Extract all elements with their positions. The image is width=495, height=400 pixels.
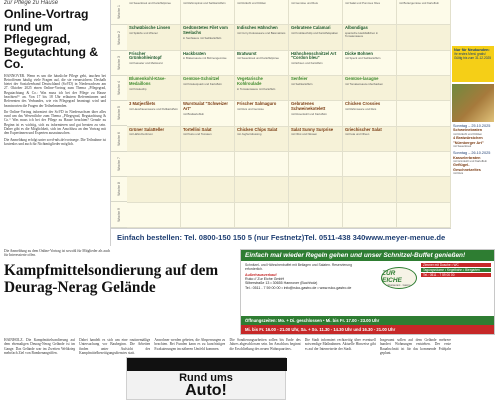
menu-cell <box>235 0 289 25</box>
menu-dish-desc: mit Sauerkraut und Kartoffelpüree <box>129 1 171 5</box>
article-column: Die Sondierungsarbeiten sollen bis Ende des Jahres abgeschlossen sein. Im Anschluss beginnt die Erschließung des neuen Wohnquartiers. <box>229 338 301 351</box>
menu-cell <box>397 101 451 126</box>
menu-cell <box>397 51 451 76</box>
menu-dish-desc: mit Hähnchenbrust <box>129 132 153 137</box>
week-label: Woche 7 <box>111 152 127 177</box>
logo-name: ZUR EICHE <box>382 269 402 284</box>
menu-dish: Hackbraten <box>183 50 206 56</box>
food-photo <box>452 84 494 122</box>
menu-dish-desc: mit Spätzle und Wiener <box>129 31 158 36</box>
menu-dish-desc: mit Curry-Kokossauce und Basmatireis <box>237 31 286 36</box>
article-body <box>4 74 106 147</box>
order-phone-2[interactable]: Tel. 0511-438 340 <box>304 233 366 242</box>
menu-dish-desc: mit Knoblauchdip und Kartoffelspalten <box>291 31 339 36</box>
menu-cell <box>343 177 397 202</box>
menu-cell <box>397 25 451 50</box>
menu-cell <box>127 101 181 126</box>
week-label: Woche 1 <box>111 0 127 25</box>
menu-cell <box>127 25 181 50</box>
menu-dish: Chicken Crossies <box>345 101 381 107</box>
hours-row: Mi. bis Fr. 16.00 - 21.00 Uhr, Sa. + So. 11.30 - 14.30 Uhr und 16.30 - 21.00 Uhr <box>241 325 494 334</box>
menu-cell <box>343 51 397 76</box>
menu-dish: Gedünstetes Filet vom Seelachs <box>183 25 228 36</box>
hours-row: Öffnungszeiten: Mo. + Di. geschlossen • Mi. bis Fr. 17.00 - 23.00 Uhr <box>241 316 494 325</box>
menu-cell <box>127 0 181 25</box>
menu-cell <box>235 25 289 50</box>
auto-ad-box <box>126 357 286 400</box>
photo-caption: Die Anmeldung zu dem Online-Vortrag ist sowohl für Mitglieder als auch für Interessierte offen. <box>4 249 111 258</box>
restaurant-logo <box>381 267 417 289</box>
menu-cell <box>289 203 343 228</box>
article-paragraph: Ihr Online-Vortrag informiert der SoVD in Niedersachsen über alles rund um das Wesentliche zum Thema „Pflegegrad, Begutachtung & Co.“ Was muss ich bei der Pflege zu Hause beachten? Gerade zu Beginn ist es wichtig, sich zu informieren und gut beraten zu sein. Daher gibt es die Möglichkeit, sich im Anschluss an den Vortrag mit den Expertinnen und Experten auszutauschen. <box>4 109 106 136</box>
opening-hours <box>241 316 494 334</box>
menu-cell <box>289 101 343 126</box>
week-label: Woche 3 <box>111 51 127 76</box>
menu-cell <box>181 25 235 50</box>
menu-cell <box>235 51 289 76</box>
article-column: Insgesamt sollen auf dem Gelände mehrere hundert Wohnungen entstehen. Der erste Bauabschnitt ist für das kommende Frühjahr geplant. <box>379 338 451 355</box>
menu-dish: Bratwurst <box>237 50 257 56</box>
menu-dish-desc: mit Erbsen und Kartoffeln <box>291 61 323 66</box>
menu-dish: Gebratenes Schweinekotelett <box>291 101 326 112</box>
special-dish: Kasselerbraten <box>453 155 481 160</box>
menu-dish-desc: mit Rahmspinat und Salzkartoffeln <box>183 1 226 5</box>
menu-dish-desc: mit Tomatensauce überbacken <box>345 81 384 86</box>
menu-cell <box>127 51 181 76</box>
menu-dish-desc: mit Joghurtdressing <box>237 132 262 137</box>
menu-cell <box>343 101 397 126</box>
menu-cell <box>235 101 289 126</box>
menu-cell <box>235 76 289 101</box>
menu-cell <box>397 152 451 177</box>
ad-header <box>241 250 494 261</box>
auto-ad-line1: Rund ums <box>179 372 233 384</box>
menu-dish: Tortellini Salat <box>183 126 212 132</box>
menu-cell <box>127 127 181 152</box>
feature-badge: Tagungsräume • Kegelbahn • Biergarten <box>421 268 491 272</box>
feature-badge: Tel.: 0511 - 7 59 00 00 <box>421 273 491 277</box>
menu-dish-desc: mit Salzkartoffeln <box>291 81 313 86</box>
auto-ad <box>0 340 495 400</box>
menu-cell <box>397 0 451 25</box>
order-bar <box>111 228 451 246</box>
menu-dish-desc: in Tomatensauce mit Kartoffeln <box>237 86 276 91</box>
article-kicker: zur Pflege zu Hause <box>4 0 59 6</box>
restaurant-ad <box>240 249 495 335</box>
menu-cell <box>181 0 235 25</box>
menu-dish: Gemüse-Schnitzel <box>183 76 220 81</box>
menu-cell <box>343 76 397 101</box>
menu-dish: Frischer Grünkohleintopf <box>129 50 162 61</box>
special-dish: 4 Bratwürstchen "Nürnberger Art" <box>453 136 484 145</box>
menu-cell <box>127 76 181 101</box>
menu-dish: Gebratene Calamari <box>291 25 331 31</box>
menu-cell <box>181 76 235 101</box>
menu-dish: Blumenkohl-Käse-Medaillons <box>129 76 166 86</box>
menu-cell <box>343 25 397 50</box>
menu-cell <box>181 203 235 228</box>
menu-cell <box>289 152 343 177</box>
logo-sub: Restaurant · Gastro <box>387 283 411 287</box>
address-line: Silberstraße 13 • 30655 Hannover (Buchholz) <box>245 281 318 286</box>
week-label-column <box>111 0 127 228</box>
article-pflege <box>0 0 108 246</box>
menu-cell <box>397 76 451 101</box>
menu-dish-desc: in Bratensauce mit Bohnengemüse <box>183 56 227 61</box>
article-column: Die Stadt informiert rechtzeitig über eventuell notwendige Maßnahmen. Aktuelle Hinweise gibt es auf der Internetseite der Stadt. <box>304 338 376 351</box>
menu-cell <box>343 0 397 25</box>
menu-dish: Dicke Bohnen <box>345 50 373 56</box>
menu-dish-desc: mit Feta und Oliven <box>345 132 370 137</box>
week-label: Woche 6 <box>111 126 127 151</box>
week-label: Woche 4 <box>111 76 127 101</box>
menu-cell <box>235 152 289 177</box>
menu-cell <box>181 101 235 126</box>
special-desc: mit Sauerkraut <box>453 143 472 148</box>
menu-cell <box>181 152 235 177</box>
menu-cell <box>289 0 343 25</box>
address-line[interactable]: Tel.: 0511 - 7 59 00 00 • info@ruko-gastro.de • www.ruko-gastro.de <box>245 285 352 290</box>
week-label: Woche 9 <box>111 202 127 227</box>
article-paragraph: Die Anmeldung erfolgt unter sovd-nds.de/vortraege. Die Teilnahme ist kostenlos und auch für Nichtmitglieder möglich. <box>4 137 106 146</box>
article-paragraph: HANNOVER. Wenn es um die häusliche Pflege geht, tauchen bei Betroffenen häufig viele Fragen auf, die sie verunsichern. Deshalb bietet der Sozialverband Deutschland (SoVD) in Niedersachsen am 27. Oktober 2025 einen Online-Vortrag zum Thema „Pflegegrad, Begutachtung & Co.: Was muss ich bei der Pflege zu Hause beachten?“ an. Von 17 bis 18 Uhr erläutern Referentinnen und Referenten des Verbandes, wie ein Pflegegrad beantragt wird und beantworten die Fragen der Teilnehmenden. <box>4 73 106 108</box>
auto-ad-banner <box>127 358 287 371</box>
menu-cell <box>181 177 235 202</box>
menu-dish: Grüner Salatteller <box>129 126 165 132</box>
order-phone[interactable]: Einfach bestellen: Tel. 0800-150 150 5 (nur Festnetz) <box>117 233 305 242</box>
week-label: Woche 2 <box>111 25 127 50</box>
menu-dish-desc: mit Salat und Pommes frites <box>345 1 380 5</box>
menu-dish-desc: mit Speck und Salzkartoffeln <box>345 56 381 61</box>
menu-dish-desc: spanische Hackbällchen in Tomatensauce <box>345 31 379 39</box>
menu-cell <box>289 177 343 202</box>
special-dish: Geflügel-Geschnetzeltes <box>453 163 481 172</box>
ad-body <box>241 261 494 303</box>
menu-cell <box>343 127 397 152</box>
sunday-specials <box>453 124 494 175</box>
menu-dish: Hähnchenschnitzel Art "Cordon bleu" <box>291 50 337 61</box>
new-customer-offer <box>452 46 494 82</box>
feature-badge: Zimmer mit Dusche • WC <box>421 263 491 267</box>
menu-dish: 3 Matjesfilets <box>129 101 156 107</box>
offer-title: Nur für Neukunden: <box>454 48 490 52</box>
menu-cell <box>289 76 343 101</box>
menu-table <box>110 0 450 246</box>
menu-cell <box>289 127 343 152</box>
menu-cell <box>343 152 397 177</box>
menu-dish: Wurstsalat "Schweizer Art" <box>183 101 228 112</box>
ad-features <box>421 263 491 278</box>
menu-cell <box>127 152 181 177</box>
article-column: Dabei handelt es sich um eine routinemäßige Untersuchung vor Baubeginn. Die Arbeiten finden unter Aufsicht des Kampfmittelbeseitigungsdienstes statt. <box>79 338 151 355</box>
week-label: Woche 5 <box>111 101 127 126</box>
menu-dish-desc: mit Kasseler und Mettwurst <box>129 61 163 66</box>
takeaway-label: Außerhausverkauf <box>245 273 277 277</box>
menu-grid <box>127 0 451 228</box>
menu-cell <box>397 203 451 228</box>
menu-dish-desc: mit Bratkartoffeln <box>183 111 205 116</box>
special-day: Sonntag – 26.10.2025 <box>453 151 491 156</box>
special-dish: Schweinebraten <box>453 128 483 133</box>
article-headline: Kampfmittelsondierung auf dem Deurag-Nerag Gelände <box>4 262 219 296</box>
menu-cell <box>235 127 289 152</box>
special-day: Sonntag – 25.10.2025 <box>453 124 491 128</box>
menu-cell <box>235 203 289 228</box>
menu-cell <box>397 127 451 152</box>
menu-dish-desc: mit Reis und Gemüse <box>237 107 264 112</box>
menu-cell <box>127 203 181 228</box>
menu-cell <box>181 127 235 152</box>
order-website-link[interactable]: www.meyer-menue.de <box>365 233 446 242</box>
menu-dish: Indisches Hähnchen <box>237 25 278 31</box>
menu-dish: Chicken Chips Salat <box>237 126 278 132</box>
menu-cell <box>289 25 343 50</box>
article-column: Anwohner werden gebeten, die Absperrungen zu beachten. Bei Funden kann es zu kurzfristigen Evakuierungen im näheren Umfeld kommen. <box>154 338 226 351</box>
ad-header-text: Einfach mal wieder Regeln gehen und unser Schnitzel-Buffet genießen! <box>245 252 466 259</box>
menu-dish-desc: mit Rosenkohl und Kartoffeln <box>291 111 327 116</box>
menu-cell <box>289 51 343 76</box>
menu-dish: Salat Sunny Surprise <box>291 126 334 132</box>
menu-cell <box>397 177 451 202</box>
article-column: HAINHOLZ. Die Kampfmittelsondierung auf dem ehemaligen Deurag-Nerag Gelände ist im Gange. Das Gelände war im Zweiten Weltkrieg mehrfach Ziel von Bombenangriffen. <box>4 338 76 355</box>
week-label: Woche 8 <box>111 177 127 202</box>
menu-dish-desc: mit Pesto und Tomaten <box>183 132 212 137</box>
menu-dish-desc: mit Obst und Nüssen <box>291 132 318 137</box>
menu-dish: Frischer Salmaguro <box>237 101 277 107</box>
menu-dish: Griechischer Salat <box>345 126 382 132</box>
ad-address <box>245 273 375 290</box>
menu-dish-desc: mit Rahmsauce und Reis <box>345 107 377 112</box>
ad-note: Schnitzel- und Hähnchenbuffet mit Beilagen und Salaten. Reservierung erforderlich. <box>245 263 352 271</box>
menu-dish: Albondigas <box>345 25 368 31</box>
menu-cell <box>127 177 181 202</box>
menu-cell <box>235 177 289 202</box>
menu-dish-desc: mit Sauerkraut und Kartoffelpüree <box>237 56 279 61</box>
address-line: Ruko // Zur Eiche GmbH <box>245 277 285 282</box>
menu-dish-desc: in Senfsauce mit Salzkartoffeln <box>183 35 222 40</box>
menu-dish-desc: mit Hausfrauensauce und Pellkartoffeln <box>129 107 178 112</box>
article-headline: Online-Vortrag rund um Pflegegrad, Begutachtung & Co. <box>4 7 99 71</box>
offer-text: Ihr erstes Menü gratis! Gültig bis zum 31.12.2025 <box>454 52 492 61</box>
menu-sidebar <box>451 0 495 246</box>
menu-dish: Vegetarische Kohlroulade <box>237 76 263 86</box>
menu-dish-desc: mit Kräuterdip <box>129 86 147 91</box>
menu-cell <box>181 51 235 76</box>
menu-dish-desc: mit Kräuterquark und Kartoffeln <box>183 81 222 86</box>
menu-dish: Senfeier <box>291 76 308 81</box>
menu-dish-desc: mit Gemüse und Reis <box>291 1 318 5</box>
auto-ad-line2: Auto! <box>185 382 227 399</box>
menu-cell <box>343 203 397 228</box>
menu-dish: Gemüse-lasagne <box>345 76 379 81</box>
menu-dish: Schwäbische Linsen <box>129 25 171 31</box>
menu-dish-desc: mit Buttergemüse und Kartoffeln <box>399 1 440 5</box>
special-desc: mit Grünkohl und Kartoffeln <box>453 159 487 164</box>
menu-dish-desc: mit Rotkohl und Klößen <box>237 1 267 5</box>
special-desc: mit Rotkohl und Klößen <box>453 131 483 136</box>
special-desc: mit Reis <box>453 171 464 176</box>
